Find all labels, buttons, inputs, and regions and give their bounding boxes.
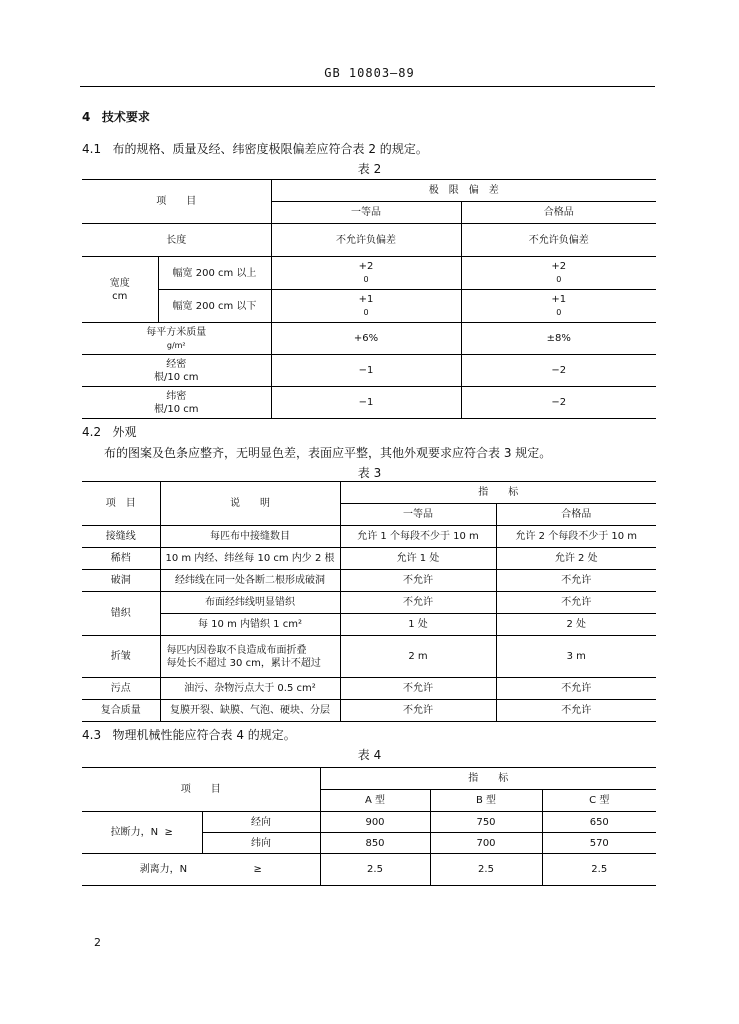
t3-hole-desc: 经纬线在同一处各断二根形成破洞: [160, 570, 340, 592]
t4-tensile-ge: ≥: [164, 827, 173, 838]
clause-4-2-text: 布的图案及色条应整齐，无明显色差，表面应平整，其他外观要求应符合表 3 规定。: [104, 446, 552, 460]
t3-index-header: 指 标: [340, 482, 656, 504]
t3-pass-grade-header: 合格品: [496, 504, 656, 526]
t2-mass-name: 每平方米质量: [146, 326, 207, 338]
t3-stain-desc: 油污、杂物污点大于 0.5 cm²: [160, 678, 340, 700]
t2-width-above-label: 幅宽 200 cm 以上: [158, 257, 271, 290]
t3-sparse-first: 允许 1 处: [340, 548, 496, 570]
clause-4-1: [82, 140, 428, 157]
t2-width-above-first-upper: +2: [358, 261, 374, 272]
t2-width-below-first: [271, 290, 461, 323]
t4-type-a-header: A 型: [320, 790, 430, 812]
t3-fold-desc-line2: 每处长不超过 30 cm，累计不超过: [166, 657, 321, 669]
t2-length-first: 不允许负偏差: [271, 224, 461, 257]
t2-deviation-header: 极 限 偏 差: [271, 180, 656, 202]
t2-width-above-first-lower: 0: [363, 275, 369, 284]
t2-pass-grade-header: 合格品: [461, 202, 656, 224]
t3-composite-item: 复合质量: [82, 700, 160, 722]
t2-width-below-pass-lower: 0: [556, 308, 562, 317]
t2-width-above-first: [271, 257, 461, 290]
t3-misweave1-pass: 不允许: [496, 592, 656, 614]
t2-width-above-pass-lower: 0: [556, 275, 562, 284]
clause-number: 4.3: [82, 728, 102, 742]
section-number: 4: [82, 110, 91, 124]
t4-weft-label: 纬向: [202, 833, 320, 854]
t3-misweave2-pass: 2 处: [496, 614, 656, 636]
t3-stain-first: 不允许: [340, 678, 496, 700]
t4-tensile-name: 拉断力，N: [110, 827, 159, 838]
t3-seam-first: 允许 1 个每段不少于 10 m: [340, 526, 496, 548]
t3-sparse-item: 稀档: [82, 548, 160, 570]
section-title: 技术要求: [101, 110, 150, 124]
clause-number: 4.1: [82, 142, 102, 156]
t3-first-grade-header: 一等品: [340, 504, 496, 526]
t3-stain-pass: 不允许: [496, 678, 656, 700]
t4-weft-a: 850: [320, 833, 430, 854]
t4-item-header: 项 目: [82, 768, 320, 812]
table-2: [82, 179, 656, 419]
table-3-caption: 表 3: [357, 466, 382, 480]
t2-width-label: [82, 257, 158, 323]
clause-number: 4.2: [82, 425, 102, 439]
t2-mass-pass: ±8%: [461, 323, 656, 355]
t4-type-c-header: C 型: [542, 790, 656, 812]
t4-warp-a: 900: [320, 812, 430, 833]
t4-type-b-header: B 型: [430, 790, 542, 812]
t3-seam-item: 接缝线: [82, 526, 160, 548]
t4-tensile-label: [82, 812, 202, 854]
t3-composite-desc: 复膜开裂、缺膜、气泡、硬块、分层: [160, 700, 340, 722]
t2-warp-label: [82, 355, 271, 387]
t2-width-name: 宽度: [109, 277, 130, 289]
t4-warp-label: 经向: [202, 812, 320, 833]
t2-width-below-first-upper: +1: [358, 294, 374, 305]
table-3: [82, 481, 656, 722]
t2-first-grade-header: 一等品: [271, 202, 461, 224]
t2-warp-unit: 根/10 cm: [153, 371, 199, 383]
t4-peel-label: [82, 854, 320, 886]
t3-fold-first: 2 m: [340, 636, 496, 678]
t3-sparse-pass: 允许 2 处: [496, 548, 656, 570]
t3-misweave1-first: 不允许: [340, 592, 496, 614]
t3-fold-desc: [160, 636, 340, 678]
t2-warp-name: 经密: [166, 358, 187, 370]
t2-item-header: 项 目: [82, 180, 271, 224]
t3-composite-pass: 不允许: [496, 700, 656, 722]
t4-warp-c: 650: [542, 812, 656, 833]
t2-width-above-pass: [461, 257, 656, 290]
t3-composite-first: 不允许: [340, 700, 496, 722]
t4-peel-a: 2.5: [320, 854, 430, 886]
clause-text: 布的规格、质量及经、纬密度极限偏差应符合表 2 的规定。: [112, 142, 428, 156]
t2-weft-unit: 根/10 cm: [153, 403, 199, 415]
clause-text: 物理机械性能应符合表 4 的规定。: [112, 728, 296, 742]
t2-length-label: 长度: [82, 224, 271, 257]
t3-seam-pass: 允许 2 个每段不少于 10 m: [496, 526, 656, 548]
t4-warp-b: 750: [430, 812, 542, 833]
t2-weft-first: −1: [271, 387, 461, 419]
t3-fold-desc-line1: 每匹内因卷取不良造成布面折叠: [166, 644, 307, 656]
t3-fold-pass: 3 m: [496, 636, 656, 678]
t2-weft-name: 纬密: [166, 390, 187, 402]
t2-width-unit: cm: [112, 290, 128, 302]
t4-index-header: 指 标: [320, 768, 656, 790]
t3-stain-item: 污点: [82, 678, 160, 700]
t2-width-below-label: 幅宽 200 cm 以下: [158, 290, 271, 323]
t3-item-header: 项 目: [82, 482, 160, 526]
t2-mass-unit: g/m²: [166, 340, 186, 350]
t3-misweave-item: 错织: [82, 592, 160, 636]
clause-4-3: [82, 726, 296, 743]
t3-misweave1-desc: 布面经纬线明显错织: [160, 592, 340, 614]
t3-fold-item: 折皱: [82, 636, 160, 678]
t2-width-above-pass-upper: +2: [551, 261, 567, 272]
t2-mass-first: +6%: [271, 323, 461, 355]
table-2-caption: 表 2: [357, 162, 382, 176]
t2-warp-pass: −2: [461, 355, 656, 387]
t4-peel-ge: ≥: [253, 864, 262, 875]
t3-seam-desc: 每匹布中接缝数目: [160, 526, 340, 548]
t2-mass-label: [82, 323, 271, 355]
clause-title: 外观: [112, 425, 137, 439]
t3-misweave2-first: 1 处: [340, 614, 496, 636]
t4-peel-b: 2.5: [430, 854, 542, 886]
t2-width-below-pass: [461, 290, 656, 323]
t2-width-below-first-lower: 0: [363, 308, 369, 317]
table-4-caption: 表 4: [357, 748, 382, 762]
table-4: [82, 767, 656, 886]
t2-warp-first: −1: [271, 355, 461, 387]
t2-weft-pass: −2: [461, 387, 656, 419]
t3-sparse-desc: 10 m 内经、纬丝每 10 cm 内少 2 根: [160, 548, 340, 570]
t3-misweave2-desc: 每 10 m 内错织 1 cm²: [160, 614, 340, 636]
t2-width-below-pass-upper: +1: [551, 294, 567, 305]
t3-hole-pass: 不允许: [496, 570, 656, 592]
clause-4-2: [82, 423, 137, 440]
t2-length-pass: 不允许负偏差: [461, 224, 656, 257]
t3-desc-header: 说 明: [160, 482, 340, 526]
document-header: GB 10803—89: [324, 66, 415, 80]
t4-peel-name: 剥离力，N: [139, 864, 188, 875]
t4-peel-c: 2.5: [542, 854, 656, 886]
header-rule: [80, 86, 655, 87]
t2-weft-label: [82, 387, 271, 419]
section-4-heading: [82, 108, 150, 125]
t3-hole-first: 不允许: [340, 570, 496, 592]
t4-weft-c: 570: [542, 833, 656, 854]
t3-hole-item: 破洞: [82, 570, 160, 592]
t4-weft-b: 700: [430, 833, 542, 854]
page-number: 2: [94, 936, 101, 949]
